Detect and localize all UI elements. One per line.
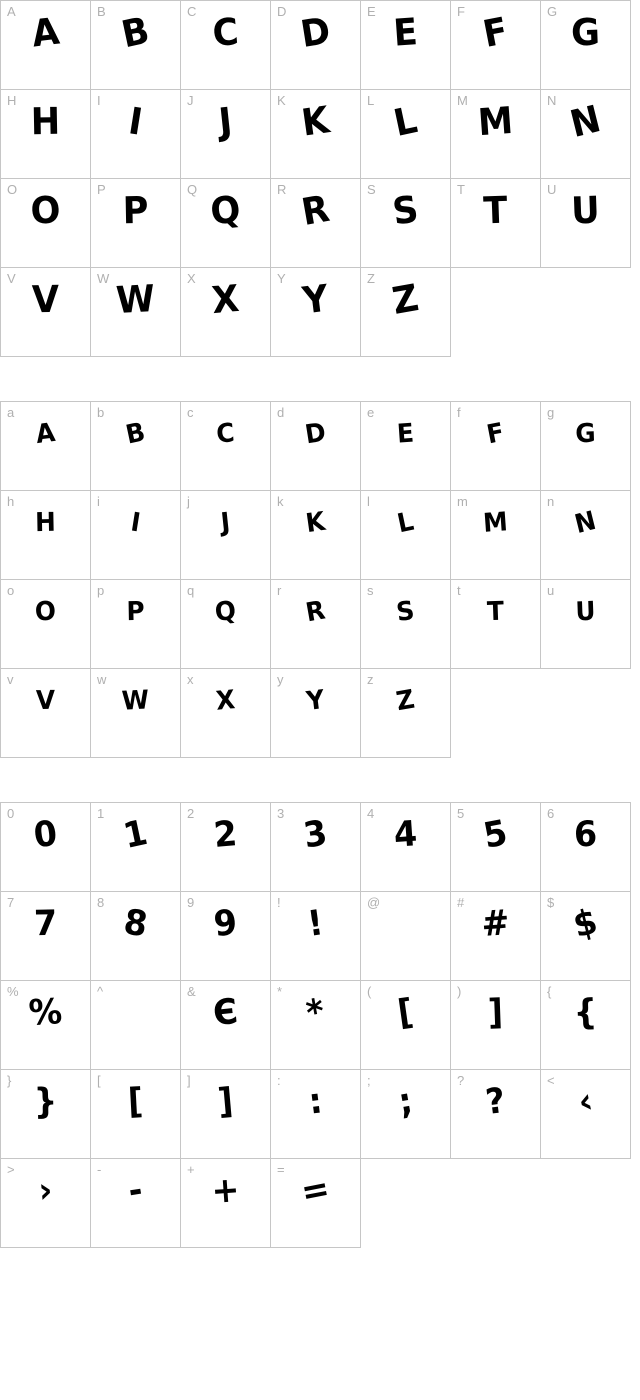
cell-glyph: R [303,595,328,629]
cell-glyph: X [214,685,237,717]
charmap-cell [271,1,361,90]
cell-label: - [97,1162,102,1177]
cell-glyph: K [298,98,332,145]
charmap-cell [1,90,91,179]
cell-glyph: [ [395,992,416,1034]
cell-label: ) [457,984,462,999]
cell-label: * [277,984,283,999]
cell-glyph: W [121,685,150,717]
cell-glyph: K [303,506,328,540]
cell-glyph: U [570,188,601,233]
cell-label: O [7,182,18,197]
cell-glyph: I [125,99,146,144]
charmap-cell [91,268,181,357]
cell-label: H [7,93,17,108]
charmap-table-numbers-symbols [0,802,631,1248]
charmap-cell [451,1,541,90]
cell-label: 2 [187,806,195,821]
charmap-cell [271,892,361,981]
charmap-cell [361,90,451,179]
cell-label: a [7,405,15,420]
cell-glyph: ? [483,1080,508,1124]
charmap-section-numbers-symbols [0,802,640,1248]
charmap-section-lowercase [0,401,640,758]
charmap-cell [361,402,451,491]
charmap-row [1,1070,631,1159]
charmap-cell [91,402,181,491]
cell-label: u [547,583,555,598]
charmap-cell [91,981,181,1070]
cell-glyph: T [482,188,509,233]
cell-glyph: 3 [300,813,331,857]
cell-label: o [7,583,15,598]
cell-label: d [277,405,285,420]
cell-glyph: J [216,99,235,144]
charmap-cell [361,268,451,357]
cell-label: t [457,583,462,598]
charmap-cell [451,90,541,179]
charmap-cell [1,580,91,669]
cell-glyph: : [306,1081,325,1123]
charmap-cell [541,402,631,491]
charmap-cell [541,491,631,580]
charmap-cell [181,90,271,179]
charmap-section-uppercase [0,0,640,357]
charmap-cell [1,803,91,892]
cell-label: A [7,4,17,19]
charmap-cell [271,1159,361,1248]
charmap-cell [1,1070,91,1159]
charmap-row [1,669,631,758]
charmap-cell [91,491,181,580]
charmap-cell [361,981,451,1070]
charmap-cell [1,892,91,981]
charmap-cell [361,892,451,981]
charmap-cell [181,892,271,981]
charmap-cell [271,580,361,669]
cell-glyph: H [34,507,57,539]
charmap-cell [451,803,541,892]
cell-glyph: 0 [31,813,60,857]
charmap-cell [361,669,451,758]
charmap-cell [271,981,361,1070]
cell-glyph: Z [394,684,417,718]
cell-glyph: W [114,277,156,322]
charmap-cell [1,268,91,357]
charmap-cell [271,402,361,491]
cell-label: s [367,583,374,598]
charmap-cell [271,803,361,892]
cell-label: j [187,494,191,509]
cell-label: U [547,182,557,197]
charmap-cell [91,803,181,892]
charmap-cell [181,1,271,90]
charmap-cell [1,402,91,491]
cell-glyph: 5 [480,813,511,857]
charmap-cell [541,580,631,669]
charmap-cell [361,179,451,268]
cell-glyph: N [571,505,600,541]
charmap-cell [451,1070,541,1159]
cell-label: 5 [457,806,465,821]
charmap-row [1,892,631,981]
cell-label: C [187,4,197,19]
cell-label: } [7,1073,12,1088]
cell-label: { [547,984,552,999]
cell-label: ; [367,1073,372,1088]
cell-glyph: ] [216,1081,235,1123]
charmap-row [1,491,631,580]
charmap-cell [361,803,451,892]
cell-label: h [7,494,15,509]
cell-glyph [93,989,178,1036]
cell-label: F [457,4,466,19]
cell-label: J [187,93,194,108]
charmap-cell [181,580,271,669]
cell-label: ( [367,984,372,999]
cell-label: e [367,405,375,420]
charmap-cell [181,268,271,357]
cell-label: z [367,672,374,687]
charmap-cell [181,179,271,268]
cell-label: w [97,672,107,687]
cell-label: k [277,494,284,509]
cell-label: 3 [277,806,285,821]
cell-label: ] [187,1073,192,1088]
charmap-cell [451,580,541,669]
charmap-cell [541,803,631,892]
charmap-cell [181,669,271,758]
charmap-cell [541,892,631,981]
charmap-cell [361,491,451,580]
charmap-cell [541,981,631,1070]
cell-label: $ [547,895,555,910]
cell-glyph: P [122,188,149,233]
cell-label: 0 [7,806,15,821]
cell-glyph: = [298,1168,333,1214]
cell-glyph: H [30,99,61,144]
cell-label: K [277,93,287,108]
charmap-cell [451,179,541,268]
cell-label: 6 [547,806,555,821]
cell-label: L [367,93,375,108]
cell-glyph: J [219,507,232,539]
cell-glyph: M [482,507,509,539]
cell-glyph: 1 [120,813,151,857]
cell-glyph: O [29,188,62,233]
charmap-cell [271,90,361,179]
cell-label: # [457,895,465,910]
charmap-cell [181,1070,271,1159]
charmap-cell [541,1,631,90]
charmap-cell [91,580,181,669]
cell-label: Q [187,182,198,197]
cell-glyph: $ [569,901,602,947]
cell-label: Y [277,271,287,286]
charmap-cell [91,179,181,268]
cell-glyph: ‹ [574,1081,597,1123]
cell-label: M [457,93,469,108]
cell-label: @ [367,895,381,910]
charmap-cell [181,981,271,1070]
cell-glyph: U [574,596,597,628]
cell-label: p [97,583,105,598]
cell-glyph: O [34,596,57,628]
charmap-row [1,981,631,1070]
cell-glyph: D [297,8,334,57]
cell-glyph: 8 [120,902,151,946]
cell-label: Z [367,271,376,286]
cell-glyph: } [33,1081,58,1123]
cell-glyph: Y [304,685,327,717]
charmap-cell [91,1159,181,1248]
cell-glyph: Q [213,595,238,629]
charmap-row [1,402,631,491]
cell-glyph: * [303,991,328,1035]
cell-label: q [187,583,195,598]
charmap-cell [541,90,631,179]
cell-glyph: S [394,595,417,629]
charmap-cell [541,179,631,268]
cell-glyph: N [565,97,605,146]
cell-glyph: L [389,98,421,145]
cell-label: = [277,1162,286,1177]
cell-label: 4 [367,806,375,821]
cell-glyph: A [29,9,62,56]
charmap-cell [181,491,271,580]
charmap-row [1,179,631,268]
cell-glyph: P [126,596,145,628]
charmap-row [1,580,631,669]
cell-glyph: # [480,903,511,945]
charmap-row [1,1,631,90]
cell-glyph: A [34,417,57,451]
cell-glyph: 7 [33,903,58,945]
cell-glyph: V [31,277,60,322]
charmap-cell [451,491,541,580]
charmap-cell [1,1159,91,1248]
cell-label: c [187,405,194,420]
cell-glyph: Z [389,276,422,323]
charmap-row [1,90,631,179]
cell-label: [ [97,1073,102,1088]
charmap-cell [1,669,91,758]
charmap-cell [181,402,271,491]
cell-label: 9 [187,895,195,910]
cell-glyph: ; [395,1081,416,1123]
cell-label: 8 [97,895,105,910]
cell-label: X [187,271,197,286]
charmap-cell [91,669,181,758]
cell-label: m [457,494,469,509]
charmap-cell [271,669,361,758]
cell-glyph: V [35,685,56,717]
cell-glyph: I [128,507,143,539]
cell-label: x [187,672,194,687]
cell-label: R [277,182,287,197]
charmap-row [1,1159,631,1248]
cell-glyph: G [574,418,597,450]
cell-label: V [7,271,17,286]
charmap-row [1,268,631,357]
cell-glyph: E [396,418,415,450]
charmap-cell [451,892,541,981]
charmap-cell [271,268,361,357]
charmap-cell [541,1070,631,1159]
charmap-cell [1,981,91,1070]
charmap-cell [91,90,181,179]
charmap-table-lowercase [0,401,631,758]
cell-glyph: ] [487,992,504,1034]
cell-label: P [97,182,107,197]
charmap-cell [361,580,451,669]
cell-glyph: C [210,9,241,56]
cell-label: E [367,4,377,19]
cell-glyph: 4 [392,814,419,856]
charmap-cell [91,1,181,90]
charmap-cell [181,1159,271,1248]
cell-label: ! [277,895,282,910]
cell-glyph: Є [211,991,240,1035]
cell-glyph: M [476,98,515,145]
cell-label: < [547,1073,556,1088]
cell-label: % [7,984,20,999]
cell-label: T [457,182,466,197]
cell-label: G [547,4,558,19]
charmap-cell [1,179,91,268]
cell-glyph: E [391,10,419,55]
charmap-row [1,803,631,892]
cell-glyph: B [117,8,153,57]
charmap-cell [271,491,361,580]
cell-glyph: + [210,1170,241,1212]
cell-label: + [187,1162,196,1177]
cell-label: n [547,494,555,509]
charmap-cell [1,491,91,580]
cell-label: v [7,672,14,687]
charmap-table-uppercase [0,0,631,357]
cell-glyph: % [27,992,64,1034]
cell-glyph: L [394,506,417,540]
cell-label: b [97,405,105,420]
charmap-cell [271,1070,361,1159]
cell-glyph: 2 [212,814,239,856]
cell-label: i [97,494,101,509]
cell-glyph: 9 [211,902,240,946]
cell-glyph: F [484,417,507,451]
cell-glyph: ! [305,903,326,945]
charmap-cell [361,1,451,90]
charmap-cell [1,1,91,90]
cell-glyph: › [36,1170,55,1212]
cell-label: r [277,583,282,598]
cell-label: 7 [7,895,15,910]
cell-label: N [547,93,557,108]
cell-label: : [277,1073,282,1088]
cell-label: W [97,271,110,286]
cell-label: B [97,4,107,19]
cell-glyph: Q [208,187,243,234]
charmap-cell [451,981,541,1070]
cell-glyph: T [486,596,505,628]
cell-label: g [547,405,555,420]
cell-label: ^ [97,984,104,999]
cell-label: y [277,672,284,687]
charmap-cell [91,1070,181,1159]
cell-glyph: S [389,187,421,234]
cell-label: D [277,4,287,19]
charmap-cell [361,1070,451,1159]
charmap-cell [181,803,271,892]
cell-glyph: D [303,417,328,451]
charmap-cell [91,892,181,981]
cell-glyph: - [125,1170,146,1212]
cell-label: & [187,984,197,999]
cell-label: f [457,405,462,420]
cell-label: S [367,182,377,197]
cell-glyph: R [298,186,333,235]
cell-glyph: [ [126,1081,145,1123]
charmap-cell [451,402,541,491]
cell-glyph: 6 [573,814,598,856]
cell-label: l [367,494,371,509]
cell-glyph: Y [300,276,331,323]
charmap-cell [271,179,361,268]
cell-glyph: B [123,417,148,451]
cell-label: I [97,93,102,108]
cell-glyph: G [570,10,601,55]
cell-label: ? [457,1073,465,1088]
cell-glyph: C [215,418,236,450]
cell-glyph: { [572,992,599,1034]
cell-glyph: F [479,9,512,56]
cell-label: 1 [97,806,105,821]
cell-label: > [7,1162,16,1177]
cell-glyph: X [210,276,241,323]
